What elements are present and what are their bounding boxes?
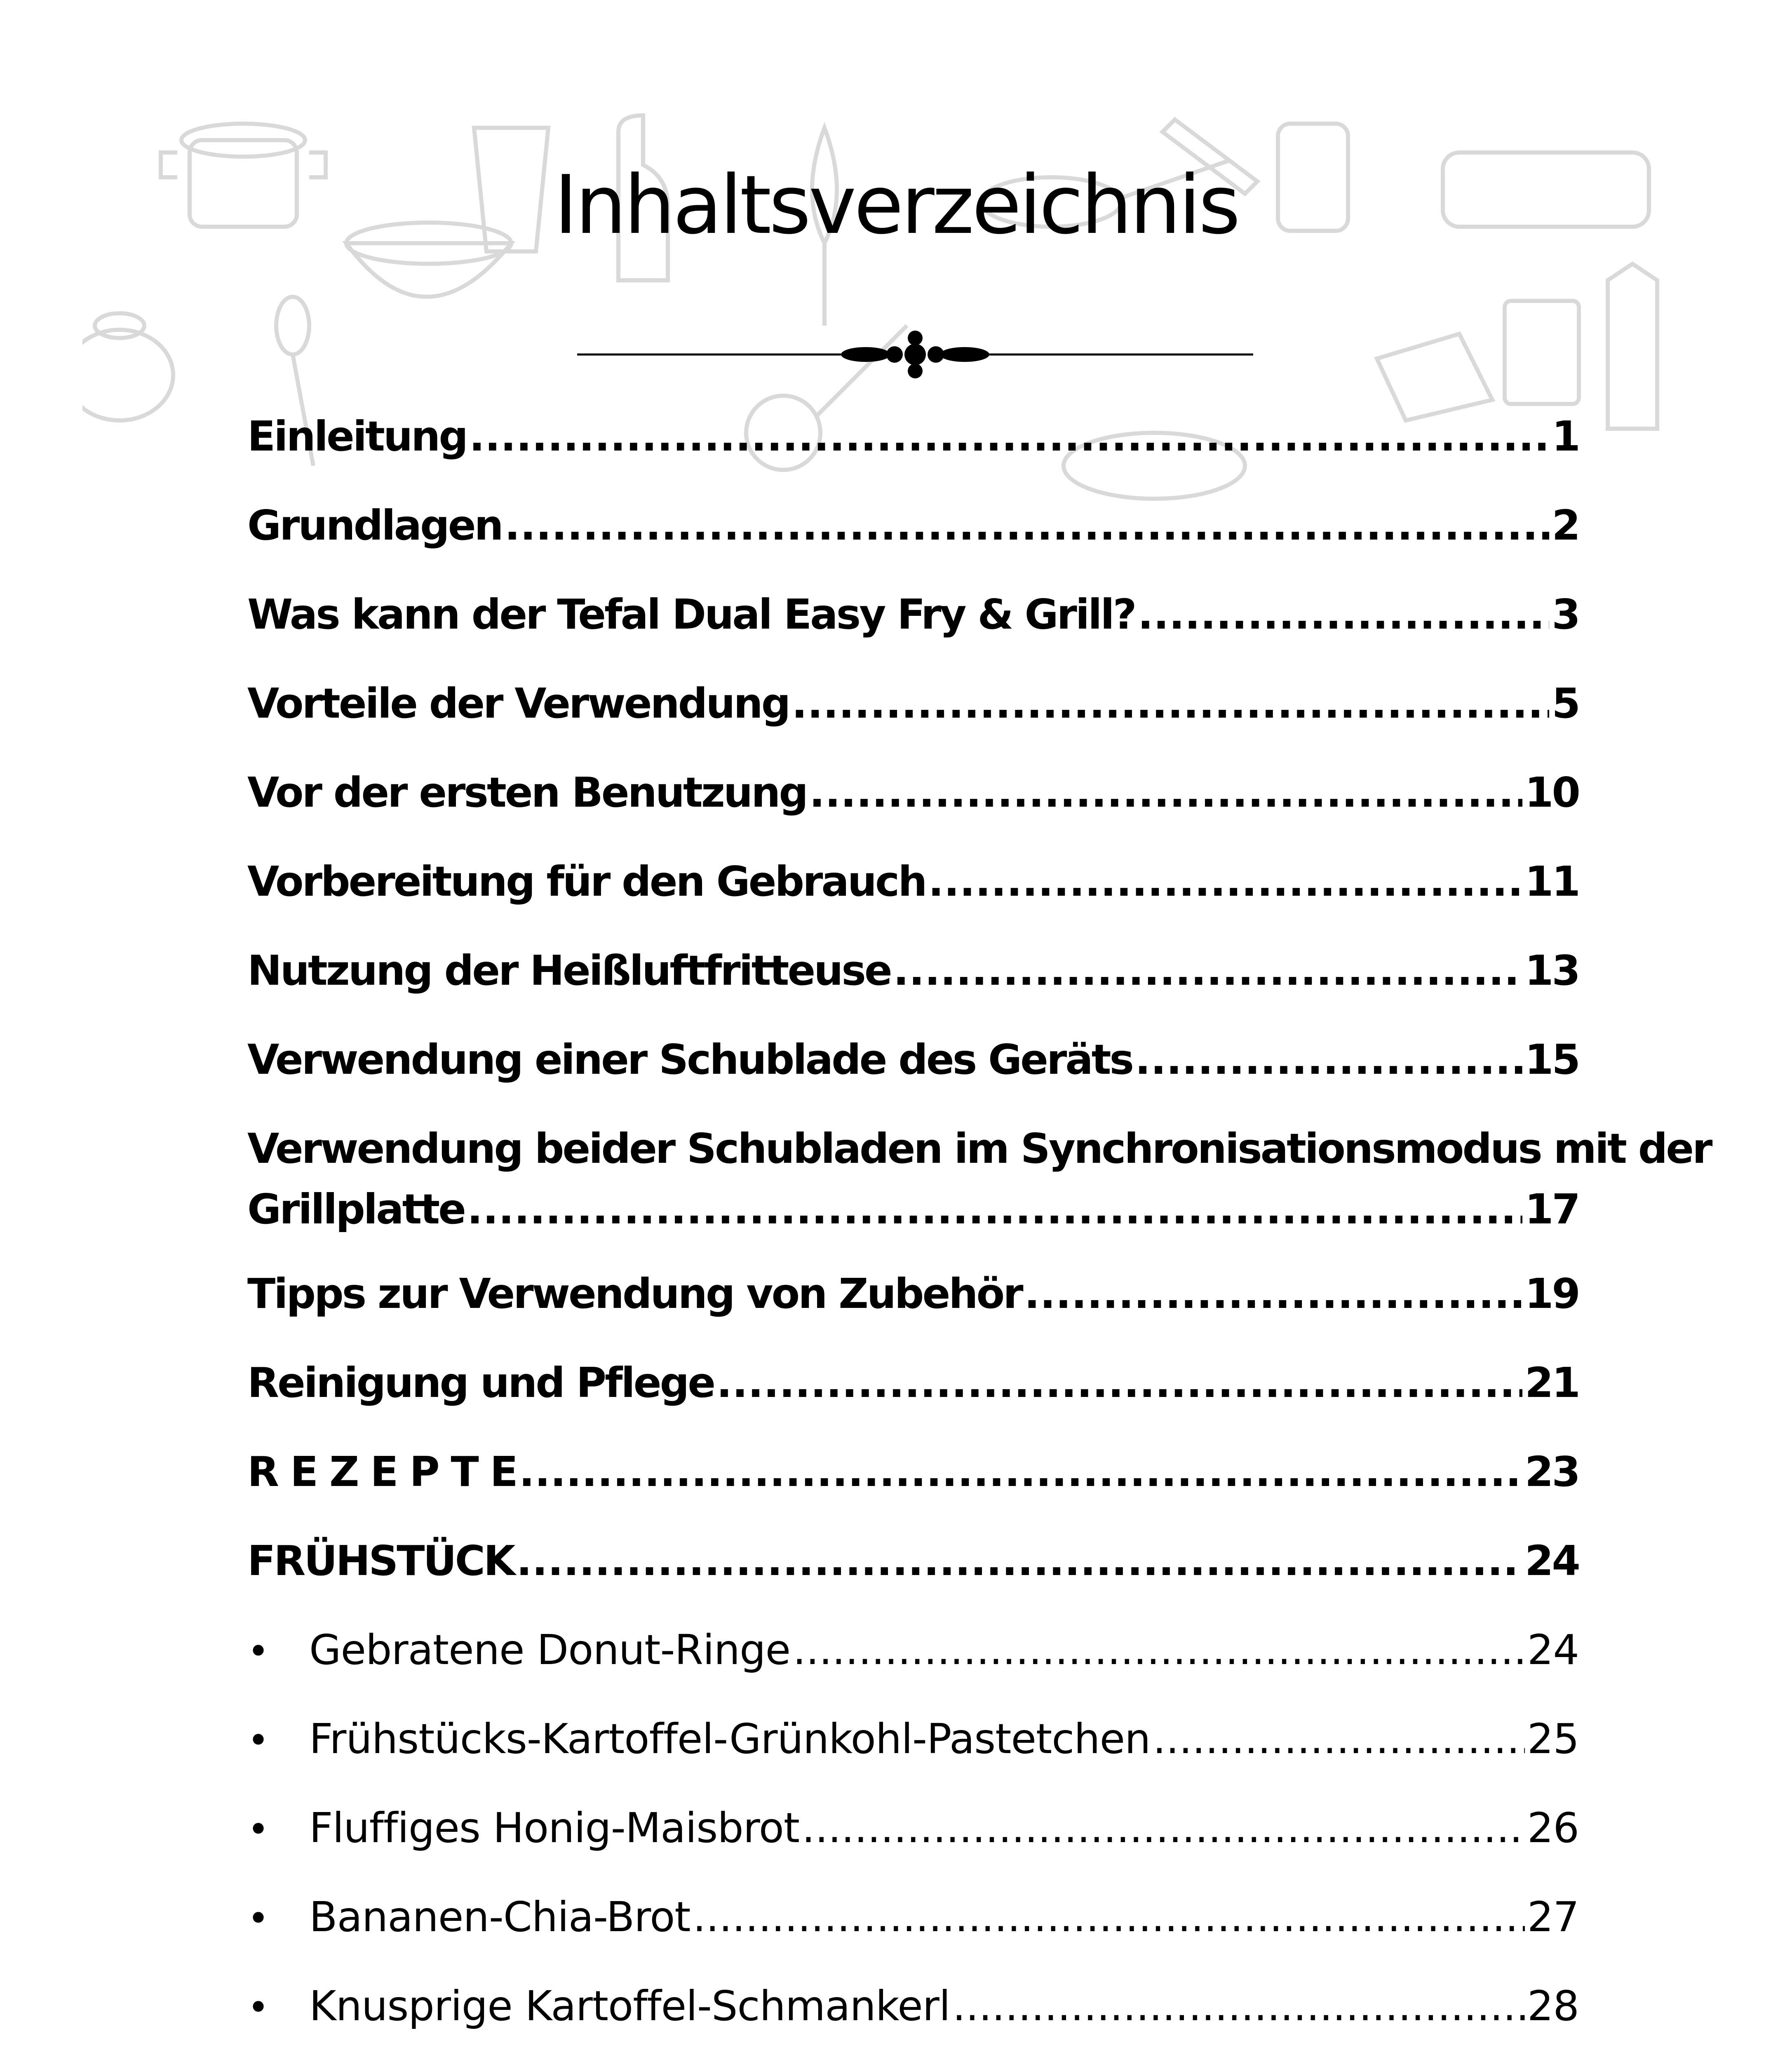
toc-page-number: 26: [1527, 1804, 1579, 1852]
toc-entry-reinigung[interactable]: [247, 1359, 1579, 1407]
toc-entry-label: Einleitung: [247, 412, 467, 460]
dot-leader: [928, 857, 1522, 906]
toc-page-number: 24: [1524, 1537, 1579, 1585]
toc-page-number: 3: [1552, 590, 1579, 638]
toc-entry-label: Gebratene Donut-Ringe: [309, 1626, 791, 1674]
dot-leader: [505, 501, 1550, 549]
toc-entry-label: Verwendung einer Schublade des Geräts: [247, 1035, 1133, 1084]
toc-entry-label: Was kann der Tefal Dual Easy Fry & Grill?: [247, 590, 1135, 638]
toc-entry-zubehoer[interactable]: [247, 1270, 1579, 1318]
toc-recipe-maisbrot[interactable]: [247, 1804, 1579, 1852]
toc-entry-heissluftfritteuse[interactable]: [247, 946, 1579, 995]
toc-page-number: 24: [1527, 1626, 1579, 1674]
page-title: Inhaltsverzeichnis: [554, 158, 1238, 252]
toc-page-number: 13: [1524, 946, 1579, 995]
dot-leader: [802, 1804, 1525, 1852]
bullet-icon: •: [247, 1897, 269, 1940]
dot-leader: [517, 1537, 1522, 1585]
toc-entry-einleitung[interactable]: [247, 412, 1579, 460]
toc-recipe-donut-ringe[interactable]: [247, 1626, 1579, 1674]
bullet-icon: •: [247, 1808, 269, 1851]
dot-leader: [809, 768, 1522, 817]
toc-page-number: 15: [1524, 1035, 1579, 1084]
toc-entry-label-line1: Verwendung beider Schubladen im Synchronisationsmodus mit der: [247, 1124, 1711, 1173]
dot-leader: [693, 1893, 1525, 1941]
toc-entry-label: Tipps zur Verwendung von Zubehör: [247, 1270, 1022, 1318]
dot-leader: [793, 1626, 1525, 1674]
toc-entry-fruehstueck[interactable]: [247, 1537, 1579, 1585]
toc-page-number: 27: [1527, 1893, 1579, 1941]
toc-entry-vorbereitung[interactable]: [247, 857, 1579, 906]
toc-entry-grundlagen[interactable]: [247, 501, 1579, 549]
toc-entry-label: Knusprige Kartoffel-Schmankerl: [309, 1982, 950, 2030]
toc-entry-label: Fluffiges Honig-Maisbrot: [309, 1804, 800, 1852]
bullet-icon: •: [247, 1986, 269, 2029]
toc-entry-label-line2: Grillplatte: [247, 1185, 465, 1233]
toc-page-number: 28: [1527, 1982, 1579, 2030]
dot-leader: [1153, 1715, 1524, 1763]
toc-entry-label: Reinigung und Pflege: [247, 1359, 714, 1407]
toc-entry-label: Vorbereitung für den Gebrauch: [247, 857, 926, 906]
toc-entry-label: Bananen-Chia-Brot: [309, 1893, 690, 1941]
toc-recipe-pastetchen[interactable]: [247, 1715, 1579, 1763]
toc-entry-label: FRÜHSTÜCK: [247, 1537, 514, 1585]
toc-page-number: 17: [1524, 1185, 1579, 1233]
toc-page-number: 5: [1552, 679, 1579, 728]
toc-entry-rezepte[interactable]: [247, 1448, 1579, 1496]
flourish-divider-icon: [577, 330, 1253, 379]
bullet-icon: •: [247, 1719, 269, 1762]
toc-entry-erste-benutzung[interactable]: [247, 768, 1579, 817]
toc-entry-label: Frühstücks-Kartoffel-Grünkohl-Pastetchen: [309, 1715, 1151, 1763]
toc-entry-label: Grundlagen: [247, 501, 502, 549]
toc-page-number: 21: [1524, 1359, 1579, 1407]
toc-entry-vorteile[interactable]: [247, 679, 1579, 728]
dot-leader: [1138, 590, 1550, 638]
dot-leader: [1024, 1270, 1522, 1318]
dot-leader: [953, 1982, 1525, 2030]
dot-leader: [791, 679, 1549, 728]
grater-icon: [1608, 264, 1657, 429]
dot-leader: [1135, 1035, 1522, 1084]
dot-leader: [467, 1185, 1522, 1233]
toc-entry-synchronisationsmodus[interactable]: [247, 1124, 1711, 1233]
dot-leader: [893, 946, 1522, 995]
bullet-icon: •: [247, 1630, 269, 1673]
toc-page-number: 19: [1524, 1270, 1579, 1318]
toc-entry-label: R E Z E P T E: [247, 1448, 517, 1496]
toc-recipe-chia-brot[interactable]: [247, 1893, 1579, 1941]
toc-page-number: 25: [1527, 1715, 1579, 1763]
toc-page-number: 11: [1524, 857, 1579, 906]
toc-page-number: 1: [1552, 412, 1579, 460]
teapot-icon: [82, 313, 173, 420]
dot-leader: [519, 1448, 1522, 1496]
toc-entry-label: Nutzung der Heißluftfritteuse: [247, 946, 891, 995]
toc-page-number: 2: [1552, 501, 1579, 549]
toc-page-number: 23: [1524, 1448, 1579, 1496]
dot-leader: [716, 1359, 1522, 1407]
cloth-icon: [1377, 334, 1492, 420]
toc-entry-eine-schublade[interactable]: [247, 1035, 1579, 1084]
toc-entry-label: Vor der ersten Benutzung: [247, 768, 807, 817]
dot-leader: [469, 412, 1549, 460]
scale-icon: [1505, 301, 1579, 404]
toc-page-number: 10: [1524, 768, 1579, 817]
toc-recipe-schmankerl[interactable]: [247, 1982, 1579, 2030]
toc-entry-label: Vorteile der Verwendung: [247, 679, 789, 728]
toc-entry-tefal-features[interactable]: [247, 590, 1579, 638]
